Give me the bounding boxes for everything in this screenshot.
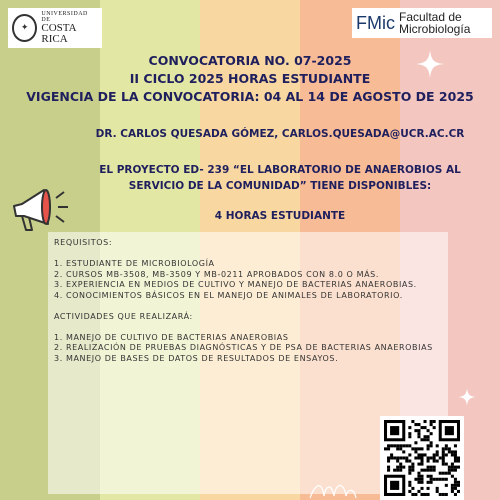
requirement-item: 4. CONOCIMIENTOS BÁSICOS EN EL MANEJO DE ANIMALES DE LABORATORIO. bbox=[54, 290, 403, 300]
ucr-logo bbox=[8, 8, 102, 48]
fmic-logo bbox=[352, 8, 492, 38]
project-text bbox=[70, 162, 490, 194]
activity-item: 2. REALIZACIÓN DE PRUEBAS DIAGNÓSTICAS Y DE PSA DE BACTERIAS ANAEROBIAS bbox=[54, 343, 433, 352]
contact-line: DR. CARLOS QUESADA GÓMEZ, CARLOS.QUESADA@UCR.AC.CR bbox=[95, 128, 465, 140]
ucr-logo-line2: COSTA RICA bbox=[41, 22, 76, 45]
fmic-abbr: FMic bbox=[356, 12, 395, 33]
fmic-name-line1: Facultad de bbox=[399, 10, 462, 24]
requirement-item: 3. EXPERIENCIA EN MEDIOS DE CULTIVO Y MANEJO DE BACTERIAS ANAEROBIAS. bbox=[54, 280, 417, 289]
header-title bbox=[0, 52, 500, 106]
header-line2: II CICLO 2025 HORAS ESTUDIANTE bbox=[129, 71, 371, 86]
activity-item: 3. MANEJO DE BASES DE DATOS DE RESULTADOS DE ENSAYOS. bbox=[54, 353, 339, 363]
project-line2: SERVICIO DE LA COMUNIDAD” TIENE DISPONIBLES: bbox=[128, 180, 432, 192]
header-line3: VIGENCIA DE LA CONVOCATORIA: 04 AL 14 DE AGOSTO DE 2025 bbox=[26, 89, 474, 104]
requirement-item: 1. ESTUDIANTE DE MICROBIOLOGÍA bbox=[54, 259, 215, 268]
fmic-name-line2: Microbiología bbox=[399, 22, 471, 36]
qr-code-pattern bbox=[384, 420, 460, 496]
requirements-heading: REQUISITOS: bbox=[54, 238, 113, 247]
qr-code[interactable] bbox=[380, 416, 464, 500]
requirement-item: 2. CURSOS MB-3508, MB-3509 Y MB-0211 APROBADOS CON 8.0 O MÁS. bbox=[54, 269, 379, 279]
project-line1: EL PROYECTO ED- 239 “EL LABORATORIO DE ANAEROBIOS AL bbox=[99, 164, 461, 176]
ucr-logo-line1: UNIVERSIDAD DE bbox=[41, 11, 88, 23]
hours-available: 4 HORAS ESTUDIANTE bbox=[214, 210, 346, 222]
header-line1: CONVOCATORIA NO. 07-2025 bbox=[148, 53, 352, 68]
ucr-seal-icon: ✦ bbox=[12, 14, 37, 42]
activity-item: 1. MANEJO DE CULTIVO DE BACTERIAS ANAEROBIAS bbox=[54, 332, 289, 342]
doodle-decoration bbox=[308, 478, 358, 500]
megaphone-icon bbox=[4, 180, 74, 240]
activities-heading: ACTIVIDADES QUE REALIZARÁ: bbox=[54, 311, 193, 321]
sparkle-icon bbox=[458, 388, 476, 406]
